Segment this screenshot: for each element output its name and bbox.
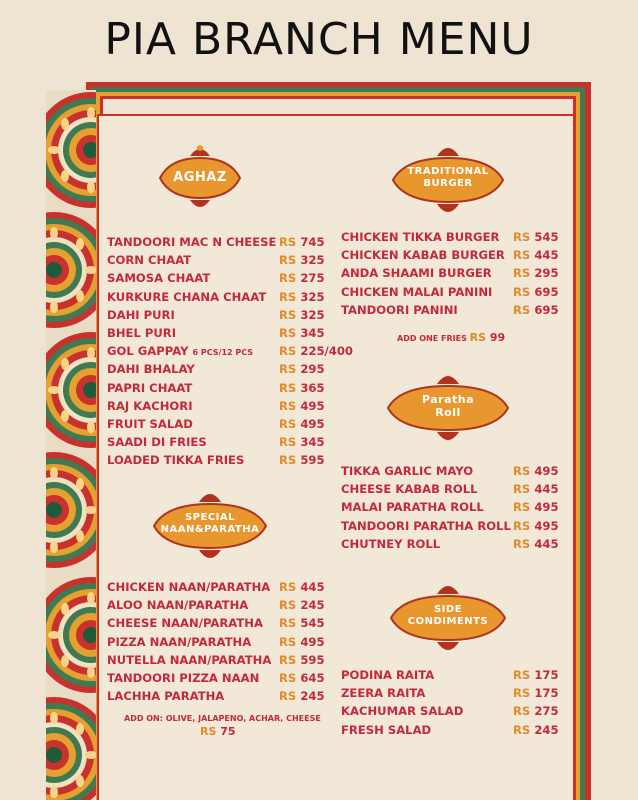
menu-item-name: [107, 308, 175, 322]
menu-item-price-value: 495: [534, 500, 559, 515]
menu-item-name: [107, 362, 195, 376]
menu-item: [341, 519, 571, 537]
menu-item-price-value: 445: [534, 248, 559, 263]
menu-list-paratha-roll: [341, 464, 571, 555]
section-badge-aghaz: [150, 138, 250, 218]
menu-item: [107, 453, 347, 471]
currency-label: RS: [513, 722, 531, 737]
menu-item-name-text: GOL GAPPAY: [107, 344, 189, 359]
currency-label: RS: [279, 398, 297, 413]
menu-item-name: [107, 435, 207, 449]
menu-item-price: [279, 326, 325, 340]
menu-item-price: [279, 381, 325, 395]
section-badge-paratha-roll: [382, 364, 514, 452]
menu-item-name-text: CHEESE NAAN/PARATHA: [107, 616, 263, 631]
section-title-burger-line2: BURGER: [423, 178, 473, 189]
menu-item: [107, 362, 347, 380]
menu-item-name-text: PODINA RAITA: [341, 668, 435, 682]
section-title-burger-line1: TRADITIONAL: [407, 166, 489, 177]
menu-item: [107, 308, 347, 326]
menu-item-price-value: 175: [534, 686, 559, 701]
menu-item-name: [107, 616, 263, 630]
menu-item-name: [341, 248, 505, 262]
menu-item-name: [107, 290, 266, 304]
menu-item-name-text: MALAI PARATHA ROLL: [341, 500, 484, 515]
menu-item: [341, 248, 571, 266]
menu-item-name: [107, 326, 176, 340]
menu-item-price-value: 245: [300, 598, 325, 613]
menu-item-name: [341, 266, 492, 280]
currency-label: RS: [279, 271, 297, 286]
currency-label: RS: [200, 725, 217, 738]
menu-item-name-text: CHICKEN MALAI PANINI: [341, 284, 493, 299]
special-addon-text: ADD ON: OLIVE, JALAPENO, ACHAR, CHEESE: [124, 714, 321, 723]
currency-label: RS: [279, 652, 297, 667]
currency-label: RS: [513, 482, 531, 497]
section-title-special-line2: NAAN&PARATHA: [160, 524, 260, 535]
menu-item: [341, 723, 571, 741]
menu-item: [107, 344, 353, 362]
menu-item-price: [279, 235, 325, 249]
mandala-pattern-icon: [46, 90, 96, 800]
menu-item-name-text: SAADI DI FRIES: [107, 435, 207, 450]
burger-addon-price: 99: [489, 331, 506, 344]
menu-item-price: [513, 464, 559, 478]
currency-label: RS: [279, 235, 297, 249]
menu-item-name: [107, 253, 191, 267]
menu-item-price: [513, 285, 559, 299]
menu-item: [107, 598, 347, 616]
menu-item-price: [279, 253, 325, 267]
menu-item-price-value: 325: [300, 253, 325, 268]
menu-item-name-text: BHEL PURI: [107, 325, 177, 340]
currency-label: RS: [279, 307, 297, 322]
menu-item-name-text: CHICKEN NAAN/PARATHA: [107, 580, 271, 594]
menu-item-name: [341, 537, 440, 551]
menu-item-price-value: 595: [300, 453, 325, 468]
menu-item-name-text: RAJ KACHORI: [107, 398, 193, 413]
menu-item-name-text: TIKKA GARLIC MAYO: [341, 464, 474, 478]
menu-item: [107, 253, 347, 271]
currency-label: RS: [513, 302, 531, 317]
menu-item-name: [341, 500, 484, 514]
menu-item-name-text: SAMOSA CHAAT: [107, 271, 211, 286]
page-title: PIA BRANCH MENU: [104, 14, 534, 65]
menu-item-price-value: 545: [300, 616, 325, 631]
menu-item-name-text: CHEESE KABAB ROLL: [341, 482, 478, 497]
menu-item-name: [341, 464, 473, 478]
menu-item-name-text: PAPRI CHAAT: [107, 380, 193, 395]
menu-item: [107, 399, 347, 417]
currency-label: RS: [279, 580, 297, 594]
currency-label: RS: [279, 362, 297, 377]
menu-item: [107, 235, 347, 253]
menu-item-name-text: CHUTNEY ROLL: [341, 536, 441, 551]
menu-item-name-text: ALOO NAAN/PARATHA: [107, 598, 249, 613]
menu-item: [341, 266, 571, 284]
menu-item-name: [107, 635, 251, 649]
menu-item-price-value: 495: [534, 518, 559, 533]
mandala-border-decoration: [46, 90, 96, 800]
menu-item-name-text: PIZZA NAAN/PARATHA: [107, 634, 252, 649]
currency-label: RS: [279, 416, 297, 431]
menu-item-price: [513, 266, 559, 280]
menu-item-price-value: 365: [300, 380, 325, 395]
menu-item: [341, 285, 571, 303]
special-addon-note: [124, 714, 321, 723]
menu-item-price: [279, 271, 325, 285]
currency-label: RS: [279, 435, 297, 450]
menu-item-price-value: 495: [300, 416, 325, 431]
menu-item: [341, 537, 571, 555]
menu-item-price: [279, 308, 325, 322]
menu-item-price-value: 495: [300, 634, 325, 649]
menu-item-name: [107, 235, 276, 249]
menu-item-name: [341, 230, 499, 244]
menu-item-name-text: NUTELLA NAAN/PARATHA: [107, 652, 272, 667]
menu-list-aghaz: [107, 235, 353, 471]
menu-item: [341, 303, 571, 321]
menu-item: [341, 686, 571, 704]
currency-label: RS: [279, 253, 297, 268]
currency-label: RS: [469, 331, 487, 344]
special-addon-price-line: [200, 725, 236, 738]
menu-item-price-value: 345: [300, 325, 325, 340]
menu-item-price-value: 325: [300, 307, 325, 322]
menu-item-price-value: 695: [534, 284, 559, 299]
currency-label: RS: [279, 616, 297, 631]
menu-item-price-value: 275: [300, 271, 325, 286]
menu-item-price: [513, 704, 559, 718]
menu-item: [107, 653, 347, 671]
menu-item-price-value: 275: [534, 704, 559, 719]
menu-item-name: [341, 723, 431, 737]
menu-item-price: [513, 248, 559, 262]
menu-item-name: [341, 285, 492, 299]
menu-list-special-naan: [107, 580, 347, 707]
menu-item: [107, 635, 347, 653]
menu-item: [341, 500, 571, 518]
menu-item-price: [279, 399, 325, 413]
menu-item-name-text: TANDOORI PANINI: [341, 302, 458, 317]
currency-label: RS: [279, 325, 297, 340]
currency-label: RS: [279, 289, 297, 304]
menu-item-name-text: ZEERA RAITA: [341, 686, 426, 701]
menu-item-price: [279, 580, 325, 594]
menu-item-price: [279, 435, 325, 449]
currency-label: RS: [513, 284, 531, 299]
menu-item-price-value: 325: [300, 289, 325, 304]
menu-item-price-value: 745: [300, 235, 325, 249]
currency-label: RS: [279, 670, 297, 685]
menu-item-name: [107, 271, 210, 285]
menu-item-name: [341, 303, 458, 317]
menu-item-price-value: 595: [300, 652, 325, 667]
menu-item: [341, 230, 571, 248]
menu-item: [107, 381, 347, 399]
menu-item-price-value: 175: [534, 668, 559, 682]
menu-item-price-value: 645: [300, 670, 325, 685]
menu-item-name: [107, 399, 193, 413]
menu-item: [107, 689, 347, 707]
menu-item-name-text: TANDOORI PIZZA NAAN: [107, 670, 260, 685]
menu-item-price: [279, 671, 325, 685]
menu-item-name: [107, 453, 244, 467]
menu-item-name-text: ANDA SHAAMI BURGER: [341, 266, 492, 281]
menu-item: [107, 326, 347, 344]
menu-item-name-text: CHICKEN KABAB BURGER: [341, 248, 505, 263]
menu-item-price: [279, 653, 325, 667]
menu-item-name: [107, 417, 193, 431]
menu-item-price-value: 295: [534, 266, 559, 281]
menu-item: [107, 671, 347, 689]
section-title-side-line1: SIDE: [433, 604, 463, 615]
menu-item-name-text: KURKURE CHANA CHAAT: [107, 289, 267, 304]
section-badge-burger: [385, 138, 511, 222]
menu-item: [341, 482, 571, 500]
menu-item-price: [279, 362, 325, 376]
menu-item-name: [341, 519, 511, 533]
menu-item-price: [279, 344, 353, 358]
section-title-special-line1: SPECIAL: [184, 512, 236, 523]
menu-item-name-text: KACHUMAR SALAD: [341, 704, 464, 719]
menu-item-price: [513, 686, 559, 700]
section-title-aghaz: AGHAZ: [173, 170, 227, 185]
menu-item-name-text: LOADED TIKKA FRIES: [107, 453, 245, 468]
menu-list-burger: [341, 230, 571, 321]
menu-item-name-text: CHICKEN TIKKA BURGER: [341, 230, 500, 244]
menu-item-price-value: 545: [534, 230, 559, 244]
menu-item-price: [279, 616, 325, 630]
burger-addon-note: [397, 331, 505, 344]
currency-label: RS: [279, 634, 297, 649]
currency-label: RS: [279, 598, 297, 613]
currency-label: RS: [279, 380, 297, 395]
special-addon-price: 75: [220, 725, 236, 738]
menu-list-side-condiments: [341, 668, 571, 741]
menu-item-detail: 6 PCS/12 PCS: [192, 348, 254, 358]
menu-item: [107, 580, 347, 598]
currency-label: RS: [513, 266, 531, 281]
menu-item-name: [341, 704, 463, 718]
menu-item-price-value: 495: [300, 398, 325, 413]
menu-item-price-value: 445: [300, 580, 325, 594]
menu-item-name: [107, 689, 224, 703]
section-badge-special-naan: [148, 482, 272, 570]
menu-item-name: [341, 668, 434, 682]
menu-item-price: [513, 537, 559, 551]
burger-addon-text: ADD ONE FRIES: [397, 334, 467, 343]
menu-item-name-text: TANDOORI MAC N CHEESE: [107, 235, 277, 249]
menu-item-price: [279, 417, 325, 431]
menu-item-price: [513, 519, 559, 533]
menu-item-price-value: 245: [300, 689, 325, 704]
menu-item-price-value: 495: [534, 464, 559, 478]
menu-item-price-value: 695: [534, 302, 559, 317]
menu-item: [107, 417, 347, 435]
menu-item-price: [513, 723, 559, 737]
menu-item: [107, 616, 347, 634]
menu-item-name-text: FRUIT SALAD: [107, 416, 193, 431]
section-title-paratha-line2: Roll: [435, 406, 461, 419]
menu-item-name: [107, 671, 259, 685]
currency-label: RS: [279, 689, 297, 704]
currency-label: RS: [513, 230, 531, 244]
menu-item-price-value: 225/400: [300, 344, 353, 359]
menu-item-name: [107, 598, 248, 612]
menu-item: [341, 704, 571, 722]
currency-label: RS: [513, 464, 531, 478]
menu-item-name: [107, 653, 271, 667]
currency-label: RS: [513, 518, 531, 533]
menu-item-price-value: 245: [534, 722, 559, 737]
menu-item-price: [279, 290, 325, 304]
section-badge-side-condiments: [385, 574, 511, 662]
currency-label: RS: [513, 668, 531, 682]
menu-item: [107, 435, 347, 453]
menu-item: [107, 290, 347, 308]
currency-label: RS: [513, 500, 531, 515]
menu-item-name: [341, 482, 478, 496]
menu-item-price-value: 295: [300, 362, 325, 377]
menu-item-name-text: CORN CHAAT: [107, 253, 192, 268]
menu-item-price: [279, 635, 325, 649]
menu-item-name: [107, 344, 253, 358]
menu-item: [341, 668, 571, 686]
menu-item-price: [513, 668, 559, 682]
section-title-side-line2: CONDIMENTS: [407, 616, 489, 627]
currency-label: RS: [513, 704, 531, 719]
section-title-paratha-line1: Paratha: [421, 393, 475, 406]
menu-item-price: [513, 303, 559, 317]
menu-item: [341, 464, 571, 482]
menu-item-price: [279, 453, 325, 467]
currency-label: RS: [513, 248, 531, 263]
currency-label: RS: [279, 344, 297, 359]
menu-item-name: [107, 381, 192, 395]
menu-item-price-value: 445: [534, 482, 559, 497]
menu-item-name-text: FRESH SALAD: [341, 722, 432, 737]
menu-item-price: [513, 230, 559, 244]
menu-item-price-value: 345: [300, 435, 325, 450]
menu-item-name: [341, 686, 425, 700]
currency-label: RS: [513, 536, 531, 551]
menu-item-price-value: 445: [534, 536, 559, 551]
currency-label: RS: [513, 686, 531, 701]
menu-item-name: [107, 580, 270, 594]
menu-item-name-text: DAHI PURI: [107, 307, 175, 322]
menu-item-price: [279, 598, 325, 612]
menu-item-name-text: TANDOORI PARATHA ROLL: [341, 518, 511, 533]
menu-item-name-text: DAHI BHALAY: [107, 362, 195, 377]
menu-item-price: [279, 689, 325, 703]
menu-item: [107, 271, 347, 289]
menu-item-price: [513, 500, 559, 514]
currency-label: RS: [279, 453, 297, 468]
menu-item-name-text: LACHHA PARATHA: [107, 689, 225, 704]
menu-item-price: [513, 482, 559, 496]
